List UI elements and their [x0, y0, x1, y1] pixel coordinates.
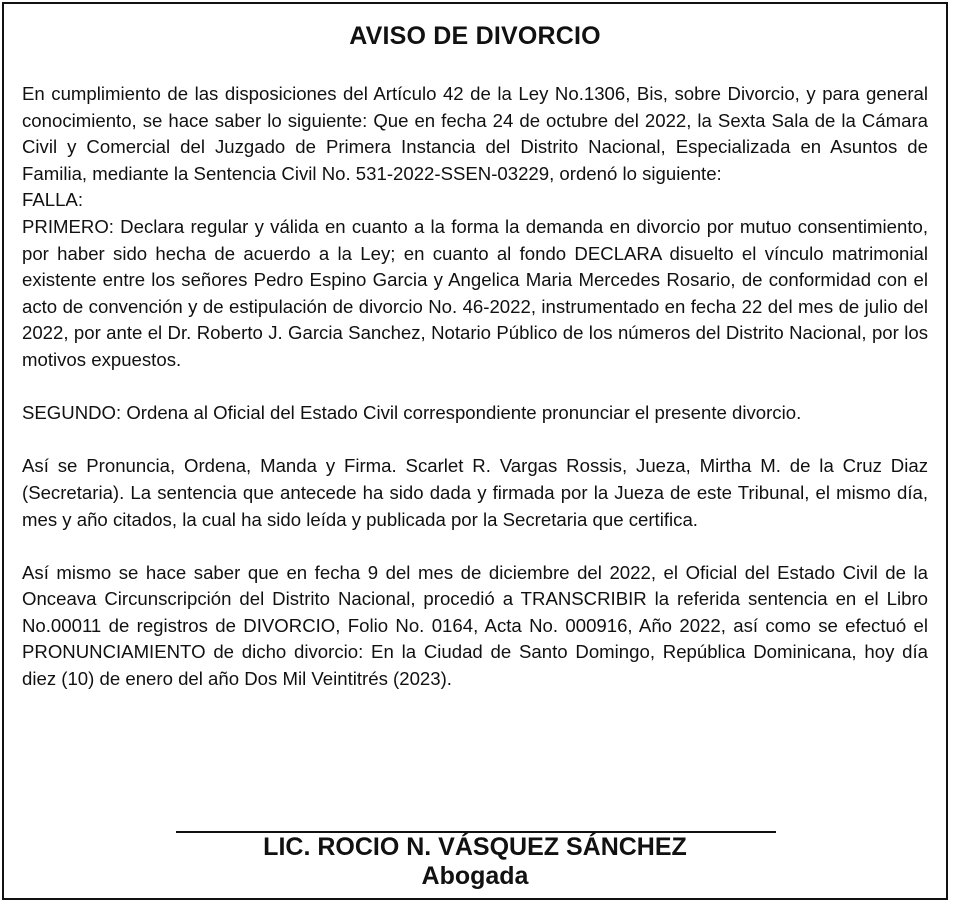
primero-paragraph: PRIMERO: Declara regular y válida en cuanto a la forma la demanda en divorcio por mutuo consentimiento, por haber sido hecha de acuerdo a la Ley; en cuanto al fondo DECLARA disuelto el vínculo matrimonial existente entre los señores Pedro Espino Garcia y Angelica Maria Mercedes Rosario, de conformidad con el acto de convención y de estipulación de divorcio No. 46-2022, instrumentado en fecha 22 del mes de julio del 2022, por ante el Dr. Roberto J. Garcia Sanchez, Notario Público de los números del Distrito Nacional, por los motivos expuestos.: [22, 215, 928, 370]
signatory-role: Abogada: [421, 862, 529, 890]
paragraph-gap: [22, 427, 928, 454]
paragraph-gap: [22, 374, 928, 401]
pronouncement-paragraph: Así se Pronuncia, Ordena, Manda y Firma. Scarlet R. Vargas Rossis, Jueza, Mirtha M. de la Cruz Diaz (Secretaria). La sentencia que antecede ha sido dada y firmada por la Jueza de este Tribunal, el mismo día, mes y año citados, la cual ha sido leída y publicada por la Secretaria que certifica.: [22, 455, 928, 530]
signatory-name: LIC. ROCIO N. VÁSQUEZ SÁNCHEZ: [263, 833, 687, 861]
notice-body: [22, 81, 928, 693]
transcription-paragraph: Así mismo se hace saber que en fecha 9 del mes de diciembre del 2022, el Oficial del Estado Civil de la Onceava Circunscripción del Distrito Nacional, procedió a TRANSCRIBIR la referida sentencia en el Libro No.00011 de registros de DIVORCIO, Folio No. 0164, Acta No. 000916, Año 2022, así como se efectuó el PRONUNCIAMIENTO de dicho divorcio: En la Ciudad de Santo Domingo, República Dominicana, hoy día diez (10) de enero del año Dos Mil Veintitrés (2023).: [22, 561, 928, 690]
paragraph-gap: [22, 533, 928, 560]
notice-title: AVISO DE DIVORCIO: [349, 22, 601, 50]
intro-paragraph: En cumplimiento de las disposiciones del Artículo 42 de la Ley No.1306, Bis, sobre Divorcio, y para general conocimiento, se hace saber lo siguiente: Que en fecha 24 de octubre del 2022, la Sexta Sala de la Cámara Civil y Comercial del Juzgado de Primera Instancia del Distrito Nacional, Especializada en Asuntos de Familia, mediante la Sentencia Civil No. 531-2022-SSEN-03229, ordenó lo siguiente:: [22, 83, 928, 184]
segundo-paragraph: SEGUNDO: Ordena al Oficial del Estado Civil correspondiente pronunciar el presente divorcio.: [22, 402, 802, 424]
divorce-notice: [2, 2, 948, 900]
falla-heading: FALLA:: [22, 189, 83, 211]
